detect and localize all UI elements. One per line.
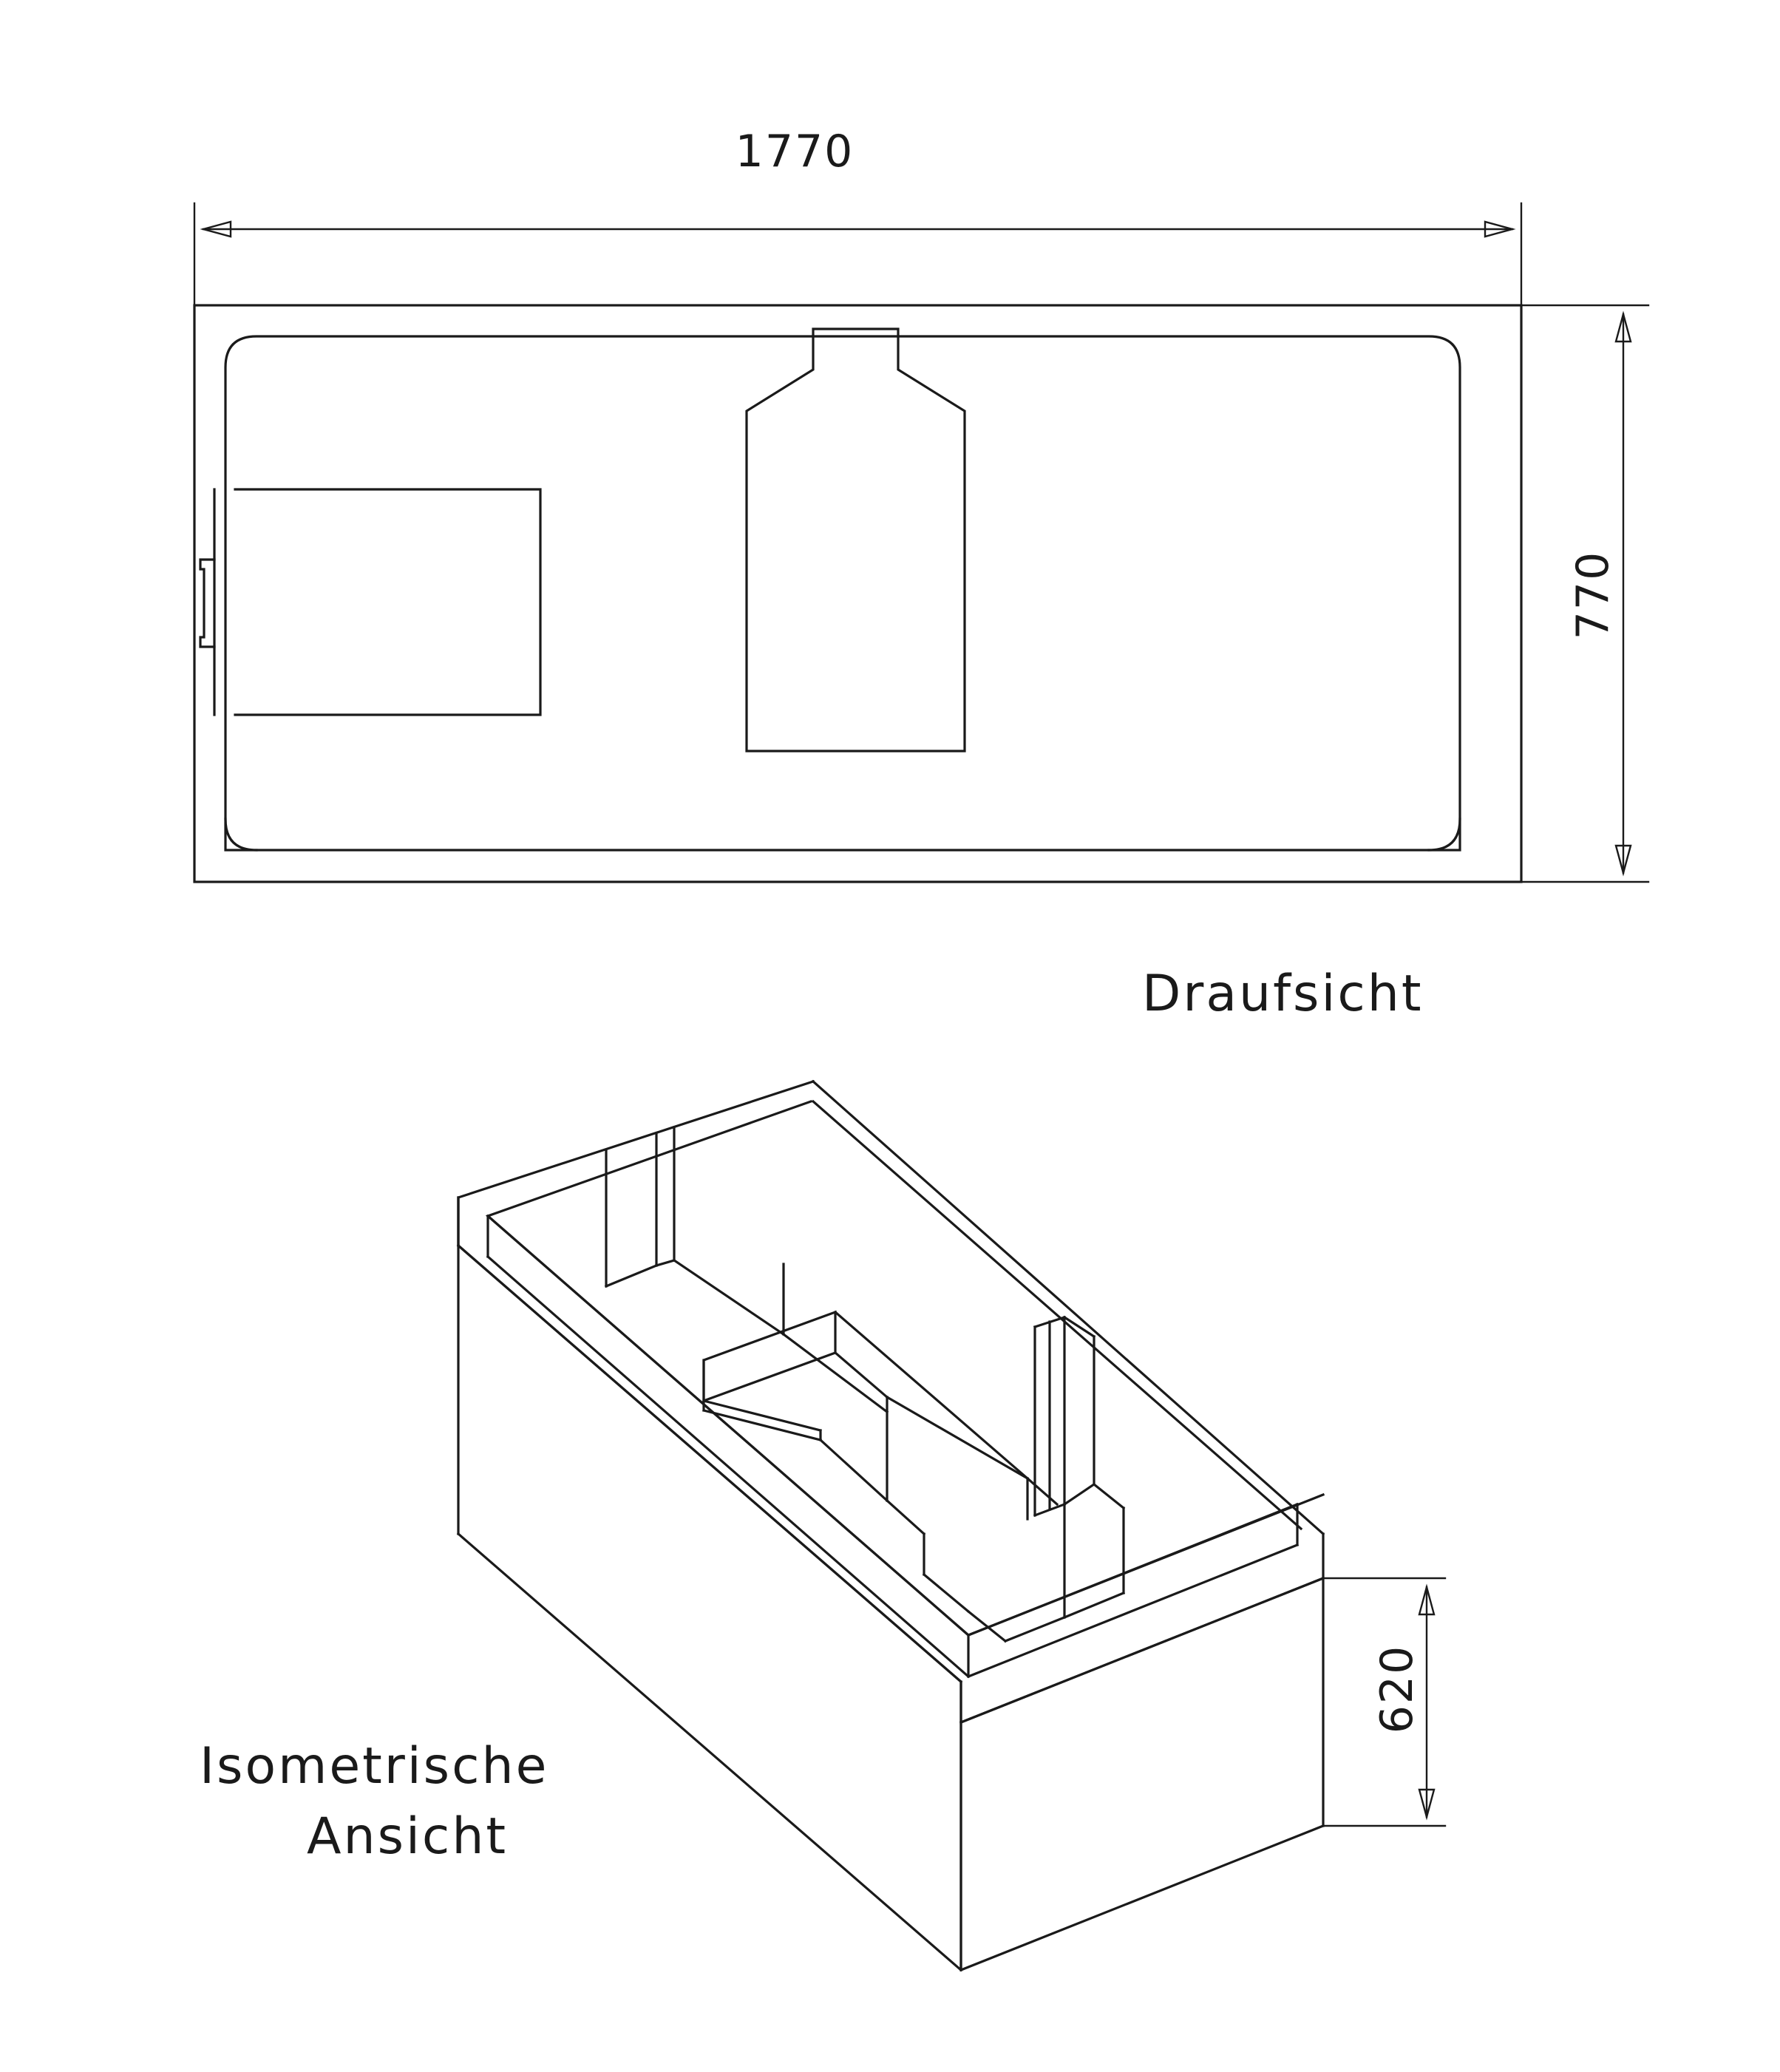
isometric-view-label-line2: Ansicht (307, 1807, 509, 1866)
top-view-label: Draufsicht (1142, 965, 1424, 1023)
dimension-width (194, 203, 1521, 305)
dimension-height-label: 770 (1567, 550, 1619, 640)
isometric-view-label-line1: Isometrische (200, 1737, 549, 1796)
isometric-view-geometry (458, 1081, 1323, 1970)
dimension-width-label: 1770 (735, 126, 855, 177)
top-view-geometry (194, 305, 1521, 882)
dimension-depth-label: 620 (1371, 1644, 1423, 1734)
